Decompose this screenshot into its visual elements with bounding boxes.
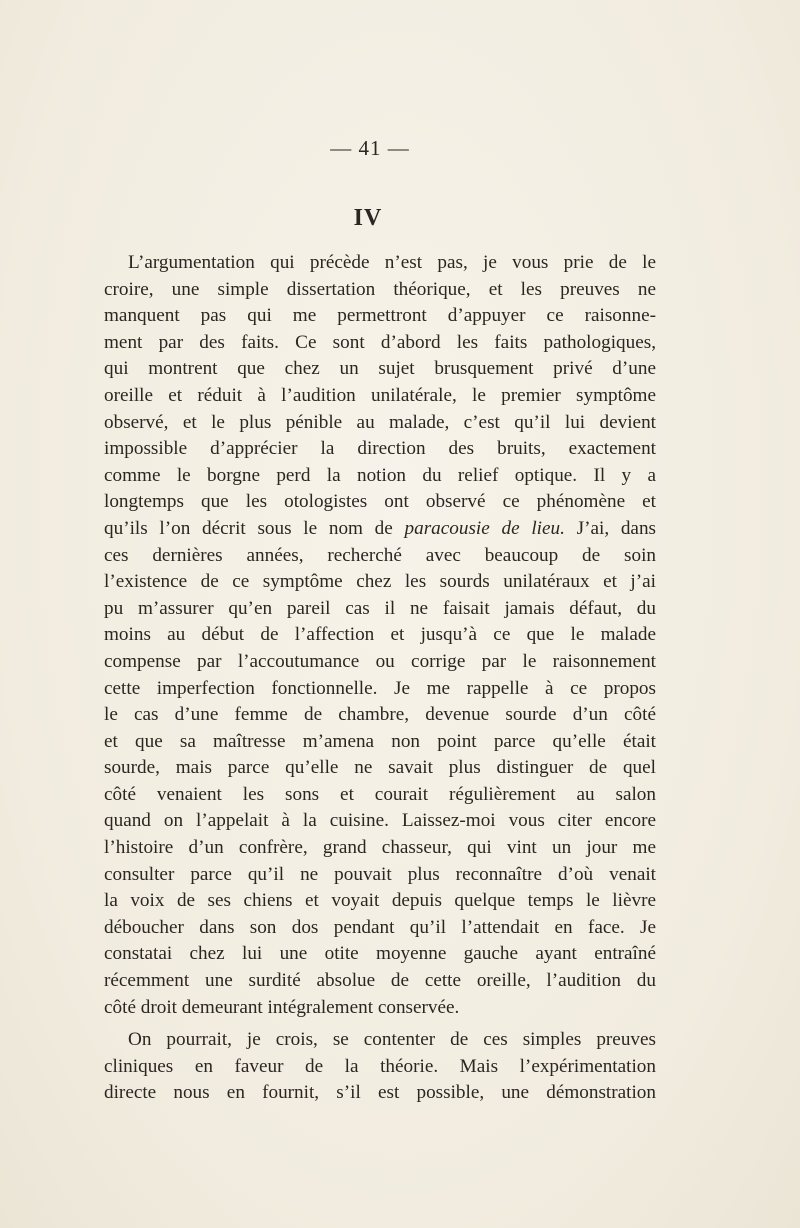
text-line: qui montrent que chez un sujet brusquement privé d’une [104,358,656,380]
text-line: récemment une surdité absolue de cette oreille, l’audition du [104,970,656,992]
text-line: quand on l’appelait à la cuisine. Laissez-moi vous citer encore [104,810,656,832]
text-line: directe nous en fournit, s’il est possible, une démonstration [104,1082,656,1104]
text-line: oreille et réduit à l’audition unilatérale, le premier symptôme [104,384,656,406]
text-line: constatai chez lui une otite moyenne gauche ayant entraîné [104,943,656,965]
text-line: ment par des faits. Ce sont d’abord les faits pathologiques, [104,331,656,353]
text-line: longtemps que les otologistes ont observé ce phénomène et [104,491,656,513]
text-line: compense par l’accoutumance ou corrige par le raisonnement [104,650,656,672]
text-line: et que sa maîtresse m’amena non point parce qu’elle était [104,730,656,752]
text-line: impossible d’apprécier la direction des bruits, exactement [104,438,656,460]
text-line: sourde, mais parce qu’elle ne savait plus distinguer de quel [104,757,656,779]
body-text [104,250,656,1107]
text-line: côté venaient les sons et courait régulièrement au salon [104,783,656,805]
text-line: le cas d’une femme de chambre, devenue sourde d’un côté [104,704,656,726]
text-segment: J’ai, dans [564,517,656,539]
italic-term: paracousie de lieu. [404,517,565,539]
text-line: la voix de ses chiens et voyait depuis quelque temps le lièvre [104,890,656,912]
text-line: l’histoire d’un confrère, grand chasseur, qui vint un jour me [104,837,656,859]
text-line: comme le borgne perd la notion du relief optique. Il y a [104,464,656,486]
page-number: — 41 — [330,136,410,160]
text-line: croire, une simple dissertation théorique, et les preuves ne [104,278,656,300]
text-line: cette imperfection fonctionnelle. Je me rappelle à ce propos [104,677,656,699]
text-line: l’existence de ce symptôme chez les sourds unilatéraux et j’ai [104,571,656,593]
text-line: consulter parce qu’il ne pouvait plus reconnaître d’où venait [104,863,656,885]
section-heading: IV [353,205,383,231]
text-line: L’argumentation qui précède n’est pas, je vous prie de le [128,252,656,273]
text-line: ces dernières années, recherché avec beaucoup de soin [104,544,656,566]
text-line: manquent pas qui me permettront d’appuyer ce raisonne- [104,305,656,327]
text-line-with-italic [104,516,656,543]
text-segment: qu’ils l’on décrit sous le nom de [104,517,405,539]
text-line: côté droit demeurant intégralement conservée. [104,996,460,1018]
text-line: déboucher dans son dos pendant qu’il l’attendait en face. Je [104,916,656,938]
text-line: pu m’assurer qu’en pareil cas il ne faisait jamais défaut, du [104,597,656,619]
text-line: On pourrait, je crois, se contenter de ces simples preuves [128,1029,656,1051]
text-line: cliniques en faveur de la théorie. Mais l’expérimentation [104,1055,656,1077]
text-line: observé, et le plus pénible au malade, c’est qu’il lui devient [104,411,656,433]
text-line: moins au début de l’affection et jusqu’à ce que le malade [104,624,656,646]
